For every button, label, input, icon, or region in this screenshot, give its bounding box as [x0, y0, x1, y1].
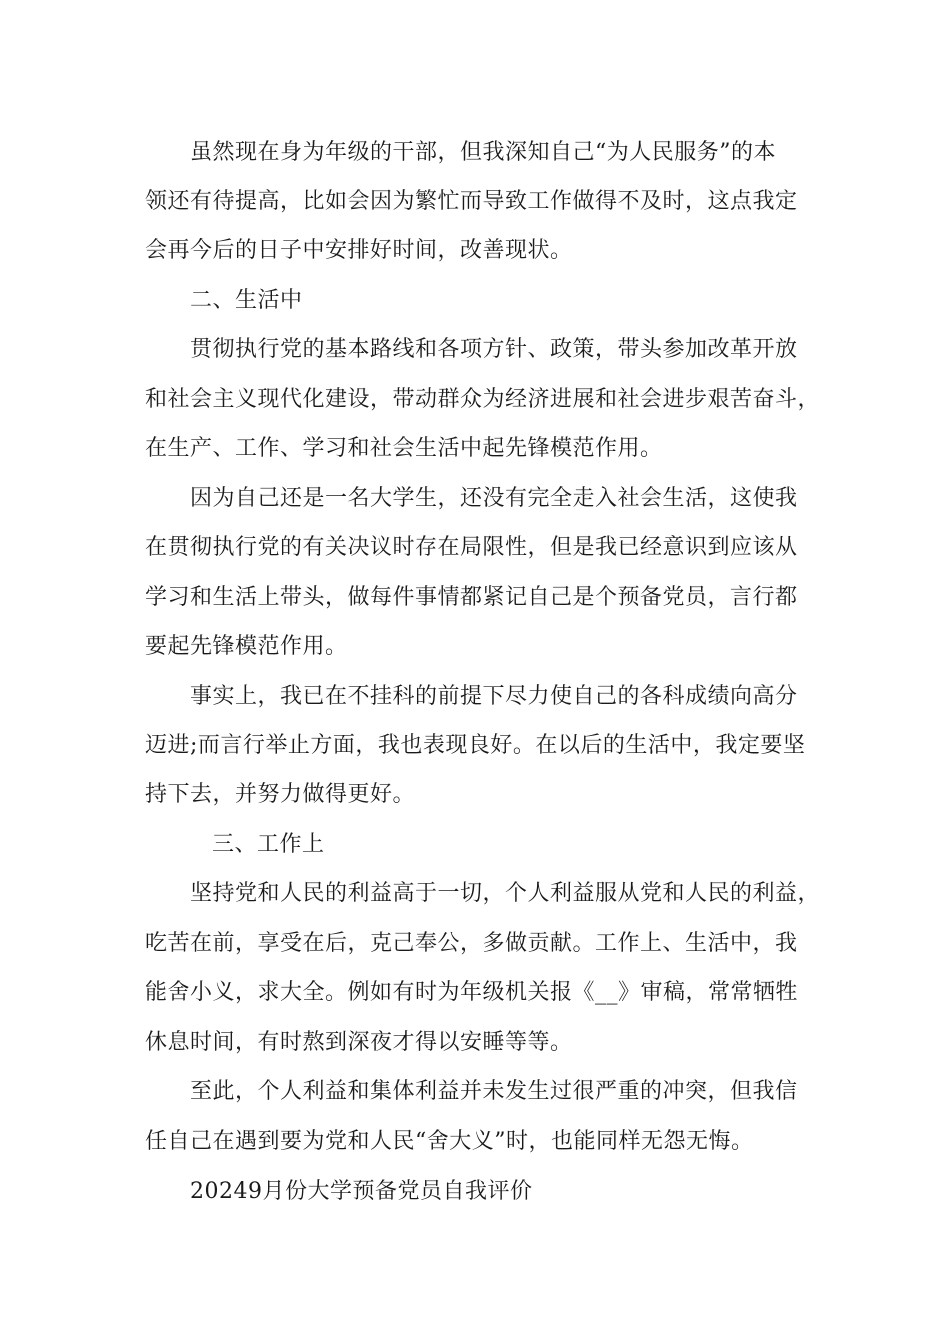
paragraph-line: 领还有待提高，比如会因为繁忙而导致工作做得不及时，这点我定	[145, 189, 798, 214]
paragraph-line: 在生产、工作、学习和社会生活中起先锋模范作用。	[145, 436, 663, 461]
paragraph-line: 因为自己还是一名大学生，还没有完全走入社会生活，这使我	[190, 486, 798, 511]
paragraph-line: 要起先锋模范作用。	[145, 634, 348, 659]
paragraph-line: 休息时间，有时熬到深夜才得以安睡等等。	[145, 1030, 573, 1055]
paragraph-line: 持下去，并努力做得更好。	[145, 782, 416, 807]
section-heading: 二、生活中	[190, 288, 303, 313]
paragraph-line: 虽然现在身为年级的干部，但我深知自己“为人民服务”的本	[190, 140, 776, 165]
paragraph-line: 至此，个人利益和集体利益并未发生过很严重的冲突，但我信	[190, 1079, 798, 1104]
paragraph-line: 吃苦在前，享受在后，克己奉公，多做贡献。工作上、生活中，我	[145, 931, 798, 956]
paragraph-line: 会再今后的日子中安排好时间，改善现状。	[145, 238, 573, 263]
paragraph-line: 坚持党和人民的利益高于一切，个人利益服从党和人民的利益，	[190, 881, 821, 906]
paragraph-line: 和社会主义现代化建设，带动群众为经济进展和社会进步艰苦奋斗，	[145, 387, 821, 412]
paragraph-line: 能舍小义，求大全。例如有时为年级机关报《__》审稿，常常牺牲	[145, 980, 799, 1005]
paragraph-line: 贯彻执行党的基本路线和各项方针、政策，带头参加改革开放	[190, 337, 798, 362]
paragraph-line: 在贯彻执行党的有关决议时存在局限性，但是我已经意识到应该从	[145, 535, 798, 560]
paragraph-line: 事实上，我已在不挂科的前提下尽力使自己的各科成绩向高分	[190, 684, 798, 709]
paragraph-line: 迈进;而言行举止方面，我也表现良好。在以后的生活中，我定要坚	[145, 733, 806, 758]
paragraph-line: 学习和生活上带头，做每件事情都紧记自己是个预备党员，言行都	[145, 585, 798, 610]
section-heading: 三、工作上	[212, 832, 325, 857]
document-title: 20249月份大学预备党员自我评价	[190, 1179, 533, 1204]
paragraph-line: 任自己在遇到要为党和人民“舍大义”时，也能同样无怨无悔。	[145, 1129, 754, 1154]
